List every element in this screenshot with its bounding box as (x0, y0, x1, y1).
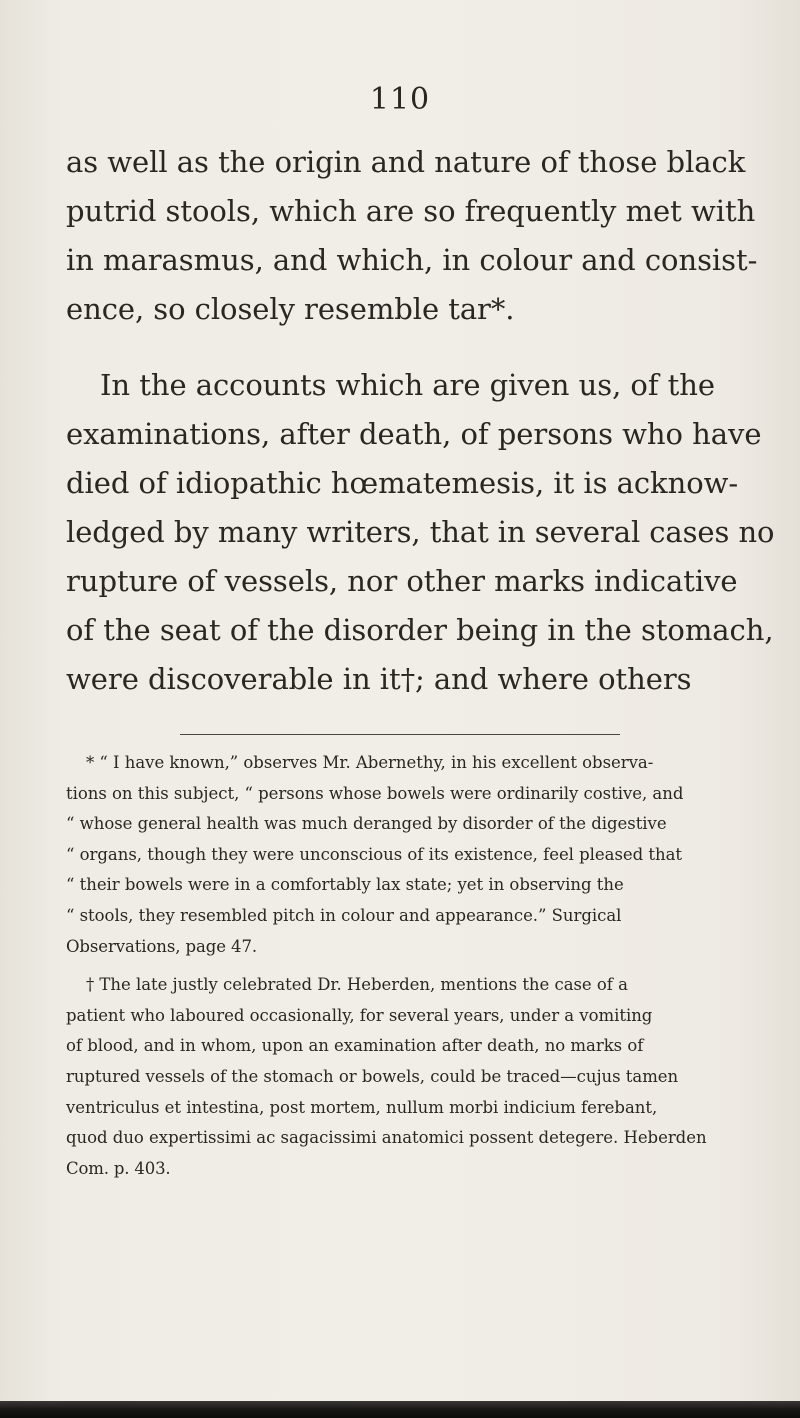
scan-edge-shadow (0, 1401, 800, 1418)
text-line: as well as the origin and nature of those black (66, 145, 746, 179)
text-line: putrid stools, which are so frequently met with (66, 194, 756, 228)
footnote-star (66, 748, 778, 962)
footnote-line: “ their bowels were in a comfortably lax state; yet in observing the (66, 875, 624, 895)
text-line: died of idiopathic hœmatemesis, it is acknow- (66, 466, 739, 500)
footnote-line: Observations, page 47. (66, 936, 258, 956)
footnote-line: ventriculus et intestina, post mortem, nullum morbi indicium ferebant, (66, 1097, 658, 1117)
footnote-line: quod duo expertissimi ac sagacissimi anatomici possent detegere. Heberden (66, 1128, 707, 1148)
footnote-line: patient who laboured occasionally, for several years, under a vomiting (66, 1005, 653, 1025)
text-line: In the accounts which are given us, of the (100, 368, 716, 402)
footnotes (66, 748, 778, 1184)
footnote-line: tions on this subject, “ persons whose bowels were ordinarily costive, and (66, 783, 684, 803)
footnote-line: “ stools, they resembled pitch in colour and appearance.” Surgical (66, 905, 622, 925)
footnote-line: Com. p. 403. (66, 1158, 171, 1178)
footnote-gap (66, 962, 778, 970)
text-line: rupture of vessels, nor other marks indicative (66, 564, 738, 598)
footnote-line: “ whose general health was much deranged by disorder of the digestive (66, 814, 667, 834)
text-line: examinations, after death, of persons who have (66, 417, 762, 451)
text-line: of the seat of the disorder being in the stomach, (66, 613, 774, 647)
text-line: ence, so closely resemble tar*. (66, 292, 515, 326)
footnote-line: of blood, and in whom, upon an examination after death, no marks of (66, 1036, 644, 1056)
footnote-divider (180, 734, 620, 735)
page-number: 110 (369, 82, 431, 117)
text-line: in marasmus, and which, in colour and consist- (66, 243, 758, 277)
main-text (66, 138, 776, 704)
footnote-line: * “ I have known,” observes Mr. Abernethy, in his excellent observa- (86, 753, 654, 772)
text-line: ledged by many writers, that in several cases no (66, 515, 775, 549)
text-line: were discoverable in it†; and where others (66, 662, 692, 696)
footnote-dagger (66, 970, 778, 1184)
footnote-line: † The late justly celebrated Dr. Heberden, mentions the case of a (86, 975, 628, 995)
footnote-line: “ organs, though they were unconscious of its existence, feel pleased that (66, 844, 683, 864)
footnote-line: ruptured vessels of the stomach or bowels, could be traced—cujus tamen (66, 1066, 679, 1086)
paragraph-gap (66, 334, 776, 361)
